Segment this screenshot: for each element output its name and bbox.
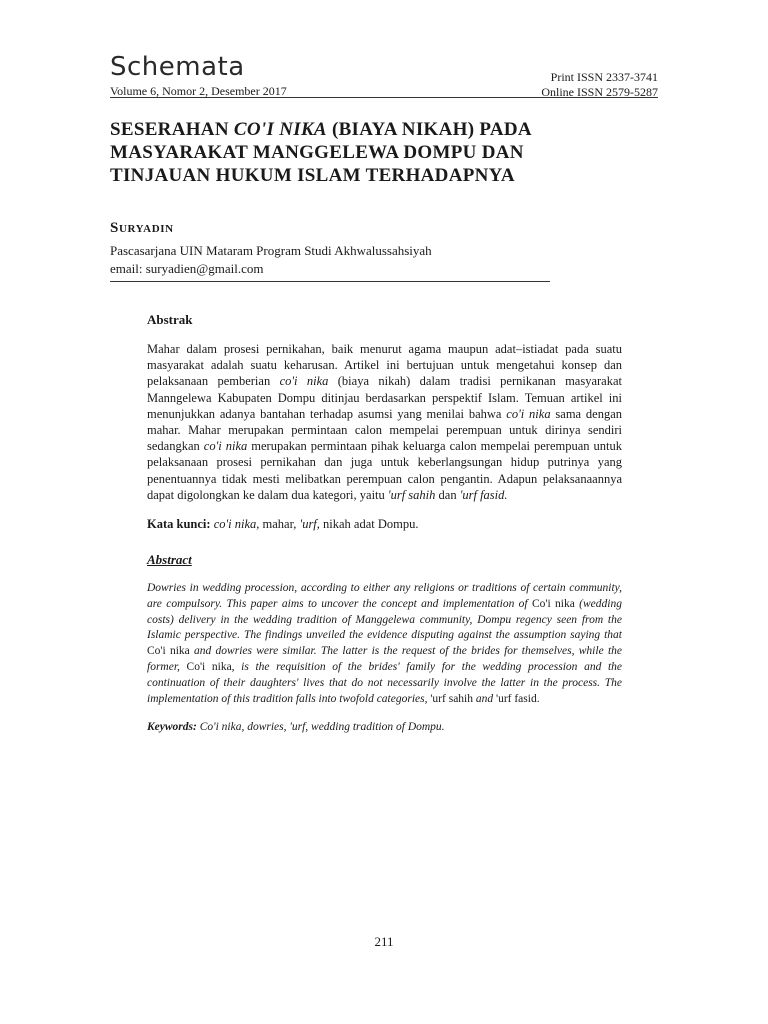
affiliation: Pascasarjana UIN Mataram Program Studi Akhwalussahsiyah (110, 243, 432, 258)
title-part1: SESERAHAN (110, 119, 234, 140)
author-affiliation-block (110, 242, 432, 278)
abstrak-term: co'i nika (203, 439, 248, 454)
abstract-text: is the requisition of the brides' family for the wedding procession and the continuation of their daughters' lives that do not necessarily involve the latter in the process. The implementation of this tradition falls into twofold categories, (147, 660, 622, 705)
abstrak-text: sama dengan mahar. Mahar merupakan permintaan calon mempelai perempuan untuk dirinya sendiri sedangkan (147, 406, 623, 454)
abstrak-term: co'i nika (506, 406, 551, 421)
keywords (147, 719, 622, 735)
keyword: 'urf, (299, 517, 320, 532)
keywords-text: Co'i nika, dowries, 'urf, wedding tradition of Dompu. (196, 721, 445, 734)
author-divider (110, 281, 550, 282)
abstrak-section (147, 312, 622, 532)
abstract-body (147, 581, 622, 707)
abstract-term: Co'i nika, (186, 660, 235, 673)
keyword: co'i nika, (210, 517, 260, 532)
abstract-section (147, 552, 622, 735)
header-divider (110, 97, 658, 98)
kata-kunci (147, 516, 622, 532)
page-number: 211 (374, 934, 394, 949)
keyword: nikah adat Dompu. (319, 517, 419, 532)
abstract-text: and dowries were similar. The latter is the request of the brides for themselves, while the former, (147, 645, 622, 673)
abstract-term: 'urf fasid. (496, 692, 540, 705)
abstrak-text: dan (435, 487, 460, 502)
author-email: email: suryadien@gmail.com (110, 261, 264, 276)
abstrak-text: merupakan permintaan pihak keluarga calon mempelai perempuan untuk pelaksanaan prosesi pernikahan dan juga untuk keberlangsungan hidup putrinya yang penentuannya tidak mesti melibatkan perempuan calon pengantin. Adapun pelaksanaannya dapat digolongkan ke dalam dua kategori, yaitu (147, 439, 622, 502)
title-part2: (BIAYA NIKAH) PADA MASYARAKAT MANGGELEWA DOMPU DAN TINJAUAN HUKUM ISLAM TERHADAPNYA (110, 119, 531, 186)
volume-info: Volume 6, Nomor 2, Desember 2017 (110, 84, 287, 98)
abstract-term: Co'i nika (147, 645, 190, 658)
abstract-term: Co'i nika (531, 597, 575, 610)
abstract-text: (wedding costs) delivery in the wedding tradition of Manggelewa community, Dompu regency seen from the Islamic perspective. The findings unveiled the evidence disputing against the assumption saying that (147, 597, 622, 642)
abstract-text: Dowries in wedding procession, according to either any religions or traditions of certain community, are compulsory. This paper aims to uncover the concept and implementation of (147, 582, 622, 610)
issn-block (541, 70, 658, 100)
article-title (110, 118, 580, 187)
abstrak-term: co'i nika (279, 374, 329, 389)
title-italic: CO'I NIKA (233, 119, 327, 140)
abstract-text: and (473, 692, 496, 705)
author-name: Suryadin (110, 220, 174, 236)
abstrak-body (147, 341, 622, 503)
journal-logo: Schemata (110, 52, 245, 82)
abstrak-heading: Abstrak (147, 312, 193, 327)
abstrak-text: (biaya nikah) dalam tradisi pernikanan masyarakat Manngelewa Kabupaten Dompu ditinjau berdasarkan perspektif Islam. Temuan artikel ini menunjukkan adanya bantahan terhadap asumsi yang menilai bahwa (147, 374, 622, 421)
keywords-label: Keywords: (147, 721, 197, 734)
abstract-term: 'urf sahih (430, 692, 473, 705)
abstract-heading: Abstract (147, 552, 192, 567)
abstrak-term: 'urf fasid. (459, 487, 508, 502)
abstrak-term: 'urf sahih (387, 487, 436, 502)
keyword: mahar, (259, 517, 300, 532)
abstrak-text: Mahar dalam prosesi pernikahan, baik menurut agama maupun adat–istiadat pada suatu masyarakat adalah suatu keharusan. Artikel ini bertujuan untuk mengetahui konsep dan pelaksanaan pemberian (147, 342, 622, 389)
online-issn: Online ISSN 2579-5287 (541, 85, 658, 99)
print-issn: Print ISSN 2337-3741 (550, 70, 658, 84)
kata-kunci-label: Kata kunci: (147, 517, 211, 532)
